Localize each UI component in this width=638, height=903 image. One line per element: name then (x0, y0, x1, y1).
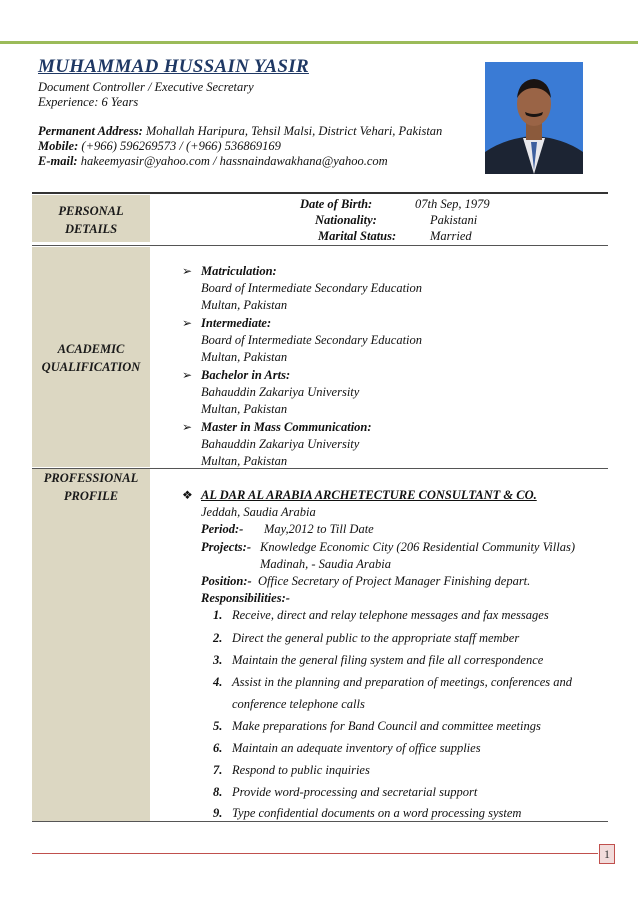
professional-label-line2: PROFILE (63, 489, 119, 503)
marital-label: Marital Status: (318, 229, 397, 243)
experience-line: Experience: 6 Years (38, 95, 139, 109)
academic-item-line2: Multan, Pakistan (201, 298, 288, 312)
address-line (38, 124, 442, 139)
responsibility-number: 6. (213, 741, 223, 755)
responsibility-text: Respond to public inquiries (232, 763, 370, 777)
address-label: Permanent Address: (38, 124, 143, 138)
candidate-name: MUHAMMAD HUSSAIN YASIR (38, 56, 309, 77)
nationality-label: Nationality: (315, 213, 377, 227)
academic-section-label (32, 340, 150, 376)
responsibility-number: 7. (213, 763, 223, 777)
marital-value: Married (430, 229, 472, 243)
dob-label: Date of Birth: (300, 197, 373, 211)
responsibility-text: Type confidential documents on a word processing system (232, 806, 522, 820)
projects-value-line1: Knowledge Economic City (206 Residential Community Villas) (260, 540, 575, 554)
professional-sidebar (32, 469, 150, 821)
footer-line (32, 853, 598, 854)
projects-label: Projects:- (201, 540, 251, 554)
email-line (38, 154, 388, 169)
responsibility-number: 4. (213, 675, 223, 689)
academic-label-line2: QUALIFICATION (41, 360, 141, 374)
role-line: Document Controller / Executive Secretary (38, 80, 254, 94)
responsibility-number: 5. (213, 719, 223, 733)
personal-label-line1: PERSONAL (58, 204, 124, 218)
company-name: AL DAR AL ARABIA ARCHETECTURE CONSULTANT & CO. (201, 488, 537, 502)
mobile-label: Mobile: (38, 139, 79, 153)
position-value: Office Secretary of Project Manager Finishing depart. (258, 574, 531, 588)
academic-item-title: Master in Mass Communication: (201, 420, 372, 434)
personal-label-line2: DETAILS (64, 222, 118, 236)
academic-item-line1: Board of Intermediate Secondary Education (201, 281, 423, 295)
period-label: Period:- (201, 522, 244, 536)
responsibility-text: Receive, direct and relay telephone messages and fax messages (232, 608, 549, 622)
section-divider-academic (32, 245, 608, 246)
academic-item-line1: Bahauddin Zakariya University (201, 385, 360, 399)
profile-photo (485, 62, 583, 174)
diamond-bullet-icon: ❖ (182, 488, 193, 502)
arrow-bullet-icon: ➢ (182, 264, 193, 278)
academic-item-line2: Multan, Pakistan (201, 454, 288, 468)
nationality-value: Pakistani (430, 213, 478, 227)
projects-value-line2: Madinah, - Saudia Arabia (260, 557, 392, 571)
page-number: 1 (599, 844, 615, 864)
academic-item-title: Matriculation: (201, 264, 277, 278)
responsibility-text: Assist in the planning and preparation of meetings, conferences and (232, 675, 573, 689)
email-label: E-mail: (38, 154, 78, 168)
section-divider-bottom (32, 821, 608, 822)
academic-item-line2: Multan, Pakistan (201, 350, 288, 364)
mobile-value: (+966) 596269573 / (+966) 536869169 (81, 139, 281, 153)
personal-section-label (32, 202, 150, 238)
section-divider-top (32, 192, 608, 194)
dob-value: 07th Sep, 1979 (415, 197, 490, 211)
arrow-bullet-icon: ➢ (182, 420, 193, 434)
company-location: Jeddah, Saudia Arabia (201, 505, 316, 519)
academic-item-line1: Bahauddin Zakariya University (201, 437, 360, 451)
responsibility-text: Maintain the general filing system and file all correspondence (232, 653, 544, 667)
mobile-line (38, 139, 281, 154)
academic-label-line1: ACADEMIC (57, 342, 125, 356)
professional-label-line1: PROFESSIONAL (43, 471, 139, 485)
address-value: Mohallah Haripura, Tehsil Malsi, District Vehari, Pakistan (145, 124, 443, 138)
responsibility-text: Make preparations for Band Council and committee meetings (232, 719, 541, 733)
responsibility-number: 1. (213, 608, 223, 622)
position-label: Position:- (201, 574, 252, 588)
arrow-bullet-icon: ➢ (182, 316, 193, 330)
responsibility-text: Direct the general public to the appropriate staff member (232, 631, 520, 645)
responsibility-number: 9. (213, 806, 223, 820)
period-value: May,2012 to Till Date (264, 522, 374, 536)
academic-item-title: Intermediate: (201, 316, 272, 330)
responsibility-text: Maintain an adequate inventory of office supplies (232, 741, 481, 755)
academic-item-line2: Multan, Pakistan (201, 402, 288, 416)
responsibility-number: 2. (213, 631, 223, 645)
responsibility-number: 8. (213, 785, 223, 799)
academic-item-line1: Board of Intermediate Secondary Education (201, 333, 423, 347)
responsibility-text: Provide word-processing and secretarial support (232, 785, 478, 799)
professional-section-label (32, 469, 150, 505)
responsibilities-label: Responsibilities:- (201, 591, 290, 605)
responsibility-number: 3. (213, 653, 223, 667)
top-accent-bar (0, 41, 638, 44)
email-value: hakeemyasir@yahoo.com / hassnaindawakhana@yahoo.com (80, 154, 388, 168)
academic-item-title: Bachelor in Arts: (201, 368, 291, 382)
arrow-bullet-icon: ➢ (182, 368, 193, 382)
responsibility-text-continued: conference telephone calls (232, 697, 365, 711)
